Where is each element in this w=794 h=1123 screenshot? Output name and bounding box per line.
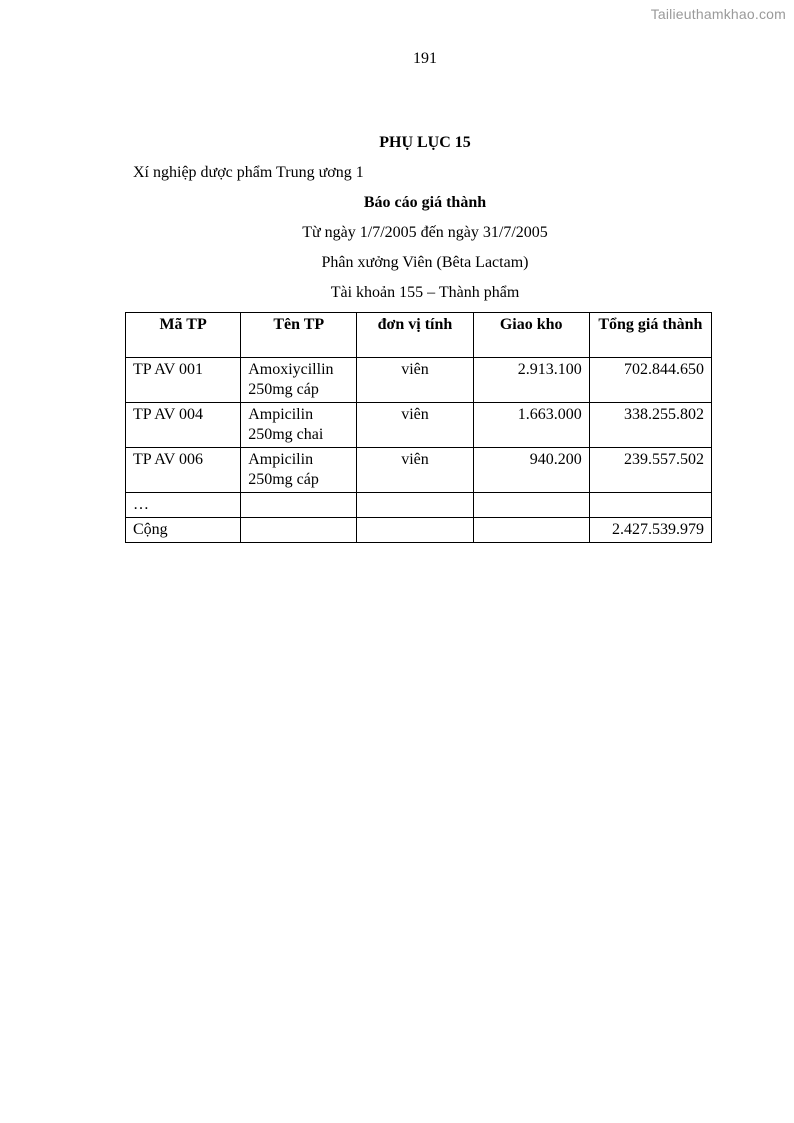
ellipsis-cell: … (126, 493, 241, 518)
appendix-title: PHỤ LỤC 15 (379, 134, 471, 151)
empty-cell (357, 518, 473, 543)
cell-name: Ampicilin 250mg cáp (241, 448, 357, 493)
cost-report-table (125, 312, 712, 543)
cell-name: Amoxiycillin 250mg cáp (241, 358, 357, 403)
table-header-row (126, 313, 712, 358)
table-row (126, 358, 712, 403)
company-name: Xí nghiệp dược phẩm Trung ương 1 (133, 164, 364, 181)
empty-cell (241, 518, 357, 543)
header-code: Mã TP (126, 313, 241, 358)
cell-code: TP AV 001 (126, 358, 241, 403)
total-value: 2.427.539.979 (589, 518, 711, 543)
header-unit: đơn vị tính (357, 313, 473, 358)
empty-cell (241, 493, 357, 518)
cell-total: 702.844.650 (589, 358, 711, 403)
empty-cell (473, 493, 589, 518)
cell-unit: viên (357, 448, 473, 493)
cell-total: 239.557.502 (589, 448, 711, 493)
cell-unit: viên (357, 403, 473, 448)
cell-code: TP AV 006 (126, 448, 241, 493)
cell-code: TP AV 004 (126, 403, 241, 448)
account-label: Tài khoản 155 – Thành phẩm (330, 284, 520, 301)
cell-qty: 940.200 (473, 448, 589, 493)
header-total: Tổng giá thành (589, 313, 711, 358)
header-name: Tên TP (241, 313, 357, 358)
empty-cell (589, 493, 711, 518)
cell-qty: 1.663.000 (473, 403, 589, 448)
report-title: Báo cáo giá thành (363, 194, 487, 211)
table-row (126, 448, 712, 493)
ellipsis-row (126, 493, 712, 518)
cell-qty: 2.913.100 (473, 358, 589, 403)
empty-cell (473, 518, 589, 543)
total-row (126, 518, 712, 543)
workshop-name: Phân xưởng Viên (Bêta Lactam) (321, 254, 529, 271)
date-range: Từ ngày 1/7/2005 đến ngày 31/7/2005 (302, 224, 548, 241)
cell-unit: viên (357, 358, 473, 403)
page-number: 191 (413, 50, 437, 67)
empty-cell (357, 493, 473, 518)
cell-total: 338.255.802 (589, 403, 711, 448)
watermark: Tailieuthamkhao.com (650, 6, 786, 22)
header-qty: Giao kho (473, 313, 589, 358)
total-label: Cộng (126, 518, 241, 543)
cell-name: Ampicilin 250mg chai (241, 403, 357, 448)
table-row (126, 403, 712, 448)
